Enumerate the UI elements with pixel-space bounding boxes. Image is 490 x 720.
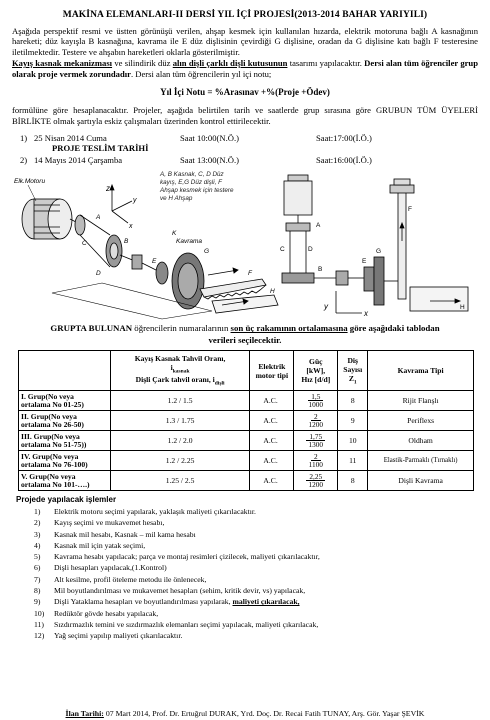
svg-text:A: A bbox=[316, 222, 321, 230]
figure-caption: A, B Kasnak, C, D Düz kayış, E,G Düz dişli, F Ahşap kesmek için testere ve H Ahşap bbox=[160, 171, 234, 202]
svg-text:D: D bbox=[96, 270, 101, 278]
intro-paragraph-2: Kayış kasnak mekanizması ve silindirik düz alın dişli çarklı dişli kutusunun tasarımı yapılacaktır. Dersi alan tüm öğrenciler grup olarak proje vermek zorundadır. Dersi alan tüm öğrencilerin yıl içi notu; bbox=[12, 58, 478, 79]
control-dates bbox=[12, 132, 478, 165]
list-item: 11) Sızdırmazlık temini ve sızdırmazlık elemanları seçimi yapılacak, maliyeti çıkarılacak, bbox=[34, 619, 319, 629]
list-item: 9) Dişli Yataklama hesapları ve boyutlandırılması yapılarak, maliyeti çıkarılacak, bbox=[34, 597, 300, 607]
svg-text:F: F bbox=[408, 206, 412, 214]
group-instruction: GRUPTA BULUNAN öğrencilerin numaralarının son üç rakamının ortalamasına göre aşağıdaki tablodan verileri seçilecektir. bbox=[50, 323, 440, 345]
svg-text:E: E bbox=[362, 258, 367, 266]
svg-text:B: B bbox=[318, 266, 323, 274]
list-item: 3) Kasnak mil hesabı, Kasnak – mil kama hesabı bbox=[34, 529, 196, 539]
svg-text:x: x bbox=[364, 309, 368, 319]
perspective-drawing bbox=[12, 171, 282, 321]
proje-teslim-heading: PROJE TESLİM TARİHİ bbox=[52, 143, 149, 154]
list-item: 1) Elektrik motoru seçimi yapılarak, yaklaşık maliyeti çıkarılacaktır. bbox=[34, 506, 256, 516]
list-item: 10) Redüktör gövde hesabı yapılacak, bbox=[34, 608, 159, 618]
disli-kutusu-text: alın dişli çarklı dişli kutusunun bbox=[172, 58, 288, 69]
announcement-footer: İlan Tarihi: 07 Mart 2014, Prof. Dr. Ertuğrul DURAK, Yrd. Doç. Dr. Recai Fatih TUNAY, Arş. Gör. Yaşar ŞEVİK bbox=[65, 708, 425, 718]
intro-paragraph-1: Aşağıda perspektif resmi ve üstten görünüşü verilen, ahşap kesmek için kullanılan hızarda, elektrik motoruna bağlı A kasnağının hareketi; düz kayışla B kasnağına, kavrama ile E düz dişlisinin çevirdiği G dişlisine, oradan da G dişlisine katı bağlı F testeresine iletilmektedir. Testere ve ahşabın hareketleri oklarla gösterilmiştir. bbox=[12, 25, 478, 58]
table-header-power: Güç [kW], Hız [d/d] bbox=[294, 351, 338, 391]
group-data-table bbox=[18, 350, 474, 491]
top-view-drawing bbox=[280, 171, 480, 321]
svg-text:G: G bbox=[376, 248, 382, 256]
svg-text:K: K bbox=[172, 230, 177, 238]
svg-text:C: C bbox=[280, 246, 285, 254]
date-row-2: 2) 14 Mayıs 2014 Çarşamba Saat 13:00(N.Ö.) Saat:16:00(İ.Ö.) bbox=[20, 154, 372, 165]
table-header-coupling: Kavrama Tipi bbox=[368, 351, 474, 391]
svg-text:A: A bbox=[96, 214, 101, 222]
kayis-kasnak-text: Kayış kasnak mekanizması bbox=[12, 58, 113, 69]
document-title: MAKİNA ELEMANLARI-II DERSİ YIL İÇİ PROJESİ(2013-2014 BAHAR YARIYILI) bbox=[62, 10, 428, 20]
svg-text:y: y bbox=[133, 197, 137, 205]
table-row: IV. Grup(No veya ortalama No 76-100) 1.2 / 2.25 A.C. 2 1100 11 Elastik-Parmaklı (Tırnaklı) bbox=[19, 451, 474, 471]
svg-text:B: B bbox=[124, 238, 129, 246]
machine-figures bbox=[12, 171, 478, 321]
list-item: 8) Mil boyutlandırılması ve mukavemet hesapları (sehim, kritik devir, vs) yapılacak, bbox=[34, 586, 306, 596]
svg-text:z: z bbox=[106, 184, 110, 194]
table-header-group bbox=[19, 351, 111, 391]
task-list bbox=[34, 506, 478, 642]
grade-formula: Yıl İçi Notu = %Arasınav +%(Proje +Ödev) bbox=[160, 86, 330, 97]
after-formula-paragraph: formülüne göre hesaplanacaktır. Projeler, aşağıda belirtilen tarih ve saatlerde grup sırasına göre GRUBUN TÜM ÜYELERİ BİRLİKTE olmak şartıyla eskiz çalışmaları üzerinden kontrol ettirilecektir. bbox=[12, 104, 478, 126]
list-item: 6) Dişli hesapları yapılacak,(1.Kontrol) bbox=[34, 563, 167, 573]
svg-text:C: C bbox=[82, 240, 87, 248]
list-item: 4) Kasnak mil için yatak seçimi, bbox=[34, 540, 146, 550]
svg-text:G: G bbox=[204, 248, 210, 256]
list-item: 12) Yağ seçimi yapılıp maliyeti çıkarılacaktır. bbox=[34, 631, 183, 641]
svg-text:y: y bbox=[324, 302, 328, 312]
list-item: 2) Kayış seçimi ve mukavemet hesabı, bbox=[34, 518, 165, 528]
table-row: I. Grup(No veya ortalama No 01-25) 1.2 / 1.5 A.C. 1,5 1000 8 Rijit Flanşlı bbox=[19, 391, 474, 411]
table-header-motor: Elektrik motor tipi bbox=[250, 351, 294, 391]
svg-text:H: H bbox=[270, 288, 275, 296]
zorunlu-text: Dersi alan tüm öğrenciler grup olarak proje vermek zorundadır bbox=[12, 58, 478, 79]
svg-text:Kavrama: Kavrama bbox=[176, 238, 203, 246]
list-item: 7) Alt kesilme, profil öteleme metodu ile önlenecek, bbox=[34, 574, 207, 584]
table-header-ratio: Kayış Kasnak Tahvil Oranı, $i_{kasnak}$ Dişli Çark tahvil oranı, $i_{dişli}$ bbox=[110, 351, 250, 391]
svg-text:Elk.Motoru: Elk.Motoru bbox=[14, 178, 46, 186]
svg-text:E: E bbox=[152, 258, 157, 266]
date-row-1: 1) 25 Nisan 2014 Cuma Saat 10:00(N.Ö.) Saat:17:00(İ.Ö.) bbox=[20, 132, 372, 143]
table-row: II. Grup(No veya ortalama No 26-50) 1.3 / 1.75 A.C. 2 1200 9 Periflexs bbox=[19, 411, 474, 431]
svg-text:H: H bbox=[460, 304, 465, 312]
tasks-heading: Projede yapılacak işlemler bbox=[16, 495, 117, 505]
svg-text:x: x bbox=[129, 223, 133, 231]
svg-text:D: D bbox=[308, 246, 313, 254]
table-row: V. Grup(No veya ortalama No 101-….) 1.25 / 2.5 A.C. 2,25 1200 8 Dişli Kavrama bbox=[19, 471, 474, 491]
table-header-teeth: Diş Sayısı $Z_1$ bbox=[338, 351, 368, 391]
table-header-row bbox=[19, 351, 474, 391]
svg-text:F: F bbox=[248, 270, 252, 278]
list-item: 5) Kavrama hesabı yapılacak; parça ve montaj resimleri çizilecek, maliyeti çıkarılacaktır, bbox=[34, 552, 320, 562]
table-row: III. Grup(No veya ortalama No 51-75)) 1.2 / 2.0 A.C. 1,75 1300 10 Oldham bbox=[19, 431, 474, 451]
